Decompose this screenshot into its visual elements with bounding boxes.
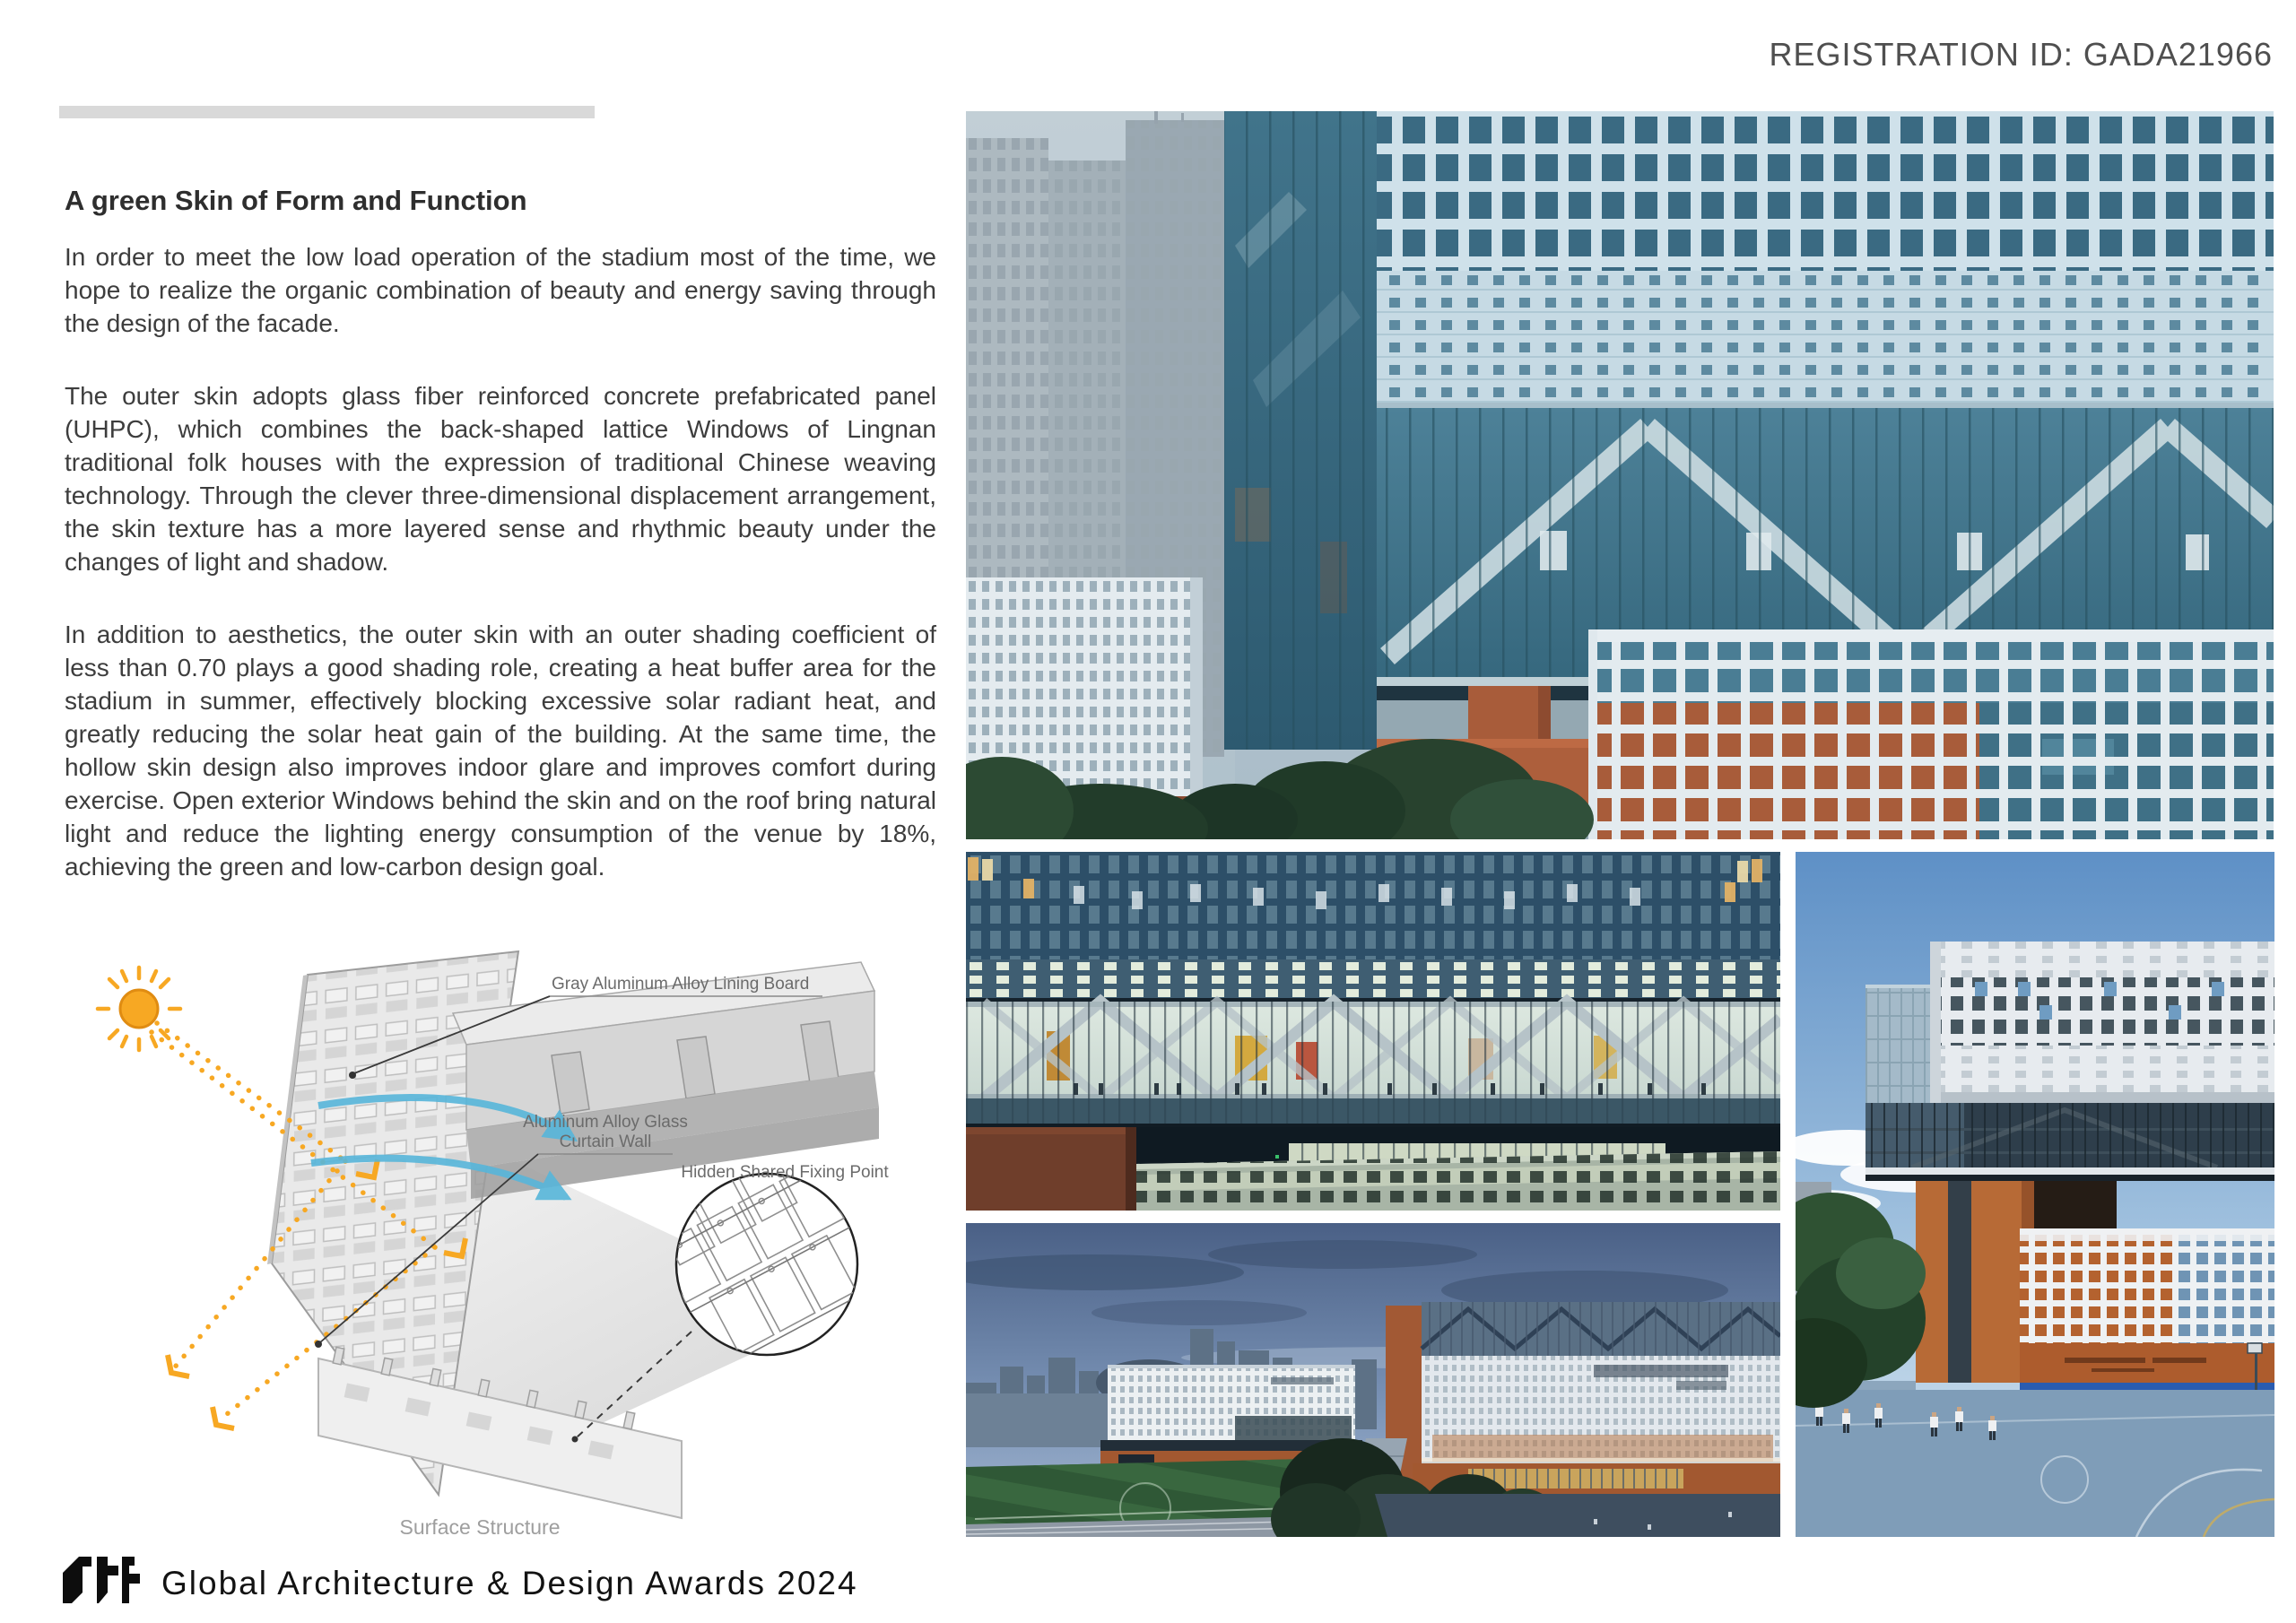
sun-icon [98, 968, 180, 1050]
basketball-court [1796, 1381, 2274, 1537]
plaza [1375, 1494, 1780, 1537]
orange-wall-signage [2020, 1343, 2274, 1391]
photo-gym-dusk [966, 852, 1780, 1211]
upper-lattice-band [1377, 111, 2274, 408]
lattice-box-top [1930, 942, 2274, 1103]
diagram-caption: Surface Structure [399, 1515, 561, 1539]
label-lining-board: Gray Aluminum Alloy Lining Board [552, 975, 810, 994]
photo-facade-top [966, 111, 2274, 839]
footer [59, 1555, 858, 1612]
lattice-screen-lower [2020, 1228, 2274, 1343]
photo-campus-dusk [966, 1223, 1780, 1537]
right-lattice-building [1386, 1302, 1780, 1496]
award-title: Global Architecture & Design Awards 2024 [161, 1565, 858, 1601]
label-curtain-wall-2: Curtain Wall [559, 1133, 652, 1151]
registration-id: REGISTRATION ID: GADA21966 [1769, 36, 2273, 73]
rtf-logo-icon [59, 1555, 142, 1612]
article-paragraph-2: The outer skin adopts glass fiber reinforced concrete prefabricated panel (UHPC), which combines the back-shaped lattice Windows of Lingnan traditional folk houses with the expression of traditional Chinese weaving technology. Through the clever three-dimensional displacement arrangement, the skin texture has a more layered sense and rhythmic beauty under the changes of light and shadow. [65, 382, 936, 576]
glass-band [1866, 1103, 2274, 1181]
header-rule [59, 106, 595, 118]
weave-band [966, 959, 1780, 1002]
blue-base-strip [2020, 1383, 2274, 1391]
article-paragraph-3: In addition to aesthetics, the outer skin with an outer shading coefficient of less than 0.70 plays a good shading role, creating a heat buffer area for the stadium in summer, effectively blocking excessive solar radiant heat, and greatly reducing the solar heat gain of the building. At the same time, the hollow skin design also improves indoor glare and improves comfort during exercise. Open exterior Windows behind the skin and on the roof bring natural light and reduce the lighting energy consumption of the venue by 18%, achieving the green and low-carbon design goal. [65, 621, 936, 881]
orange-core [1916, 1181, 2034, 1383]
gym-glazed-band [966, 1002, 1780, 1099]
article-heading: A green Skin of Form and Function [65, 185, 527, 216]
label-fixing-point: Hidden Shared Fixing Point [681, 1163, 889, 1182]
photo-court-day [1796, 852, 2274, 1537]
glass-tower-slice [1224, 111, 1377, 750]
spandrel-band [966, 1098, 1780, 1127]
article-column [65, 185, 936, 923]
upper-lattice-screen [966, 852, 1780, 959]
surface-structure-diagram [49, 937, 955, 1565]
label-curtain-wall-1: Aluminum Alloy Glass [523, 1113, 688, 1132]
lower-lattice-block [1588, 629, 2274, 839]
article-paragraph-1: In order to meet the low load operation of the stadium most of the time, we hope to realize the organic combination of beauty and energy saving through the design of the facade. [65, 243, 936, 337]
